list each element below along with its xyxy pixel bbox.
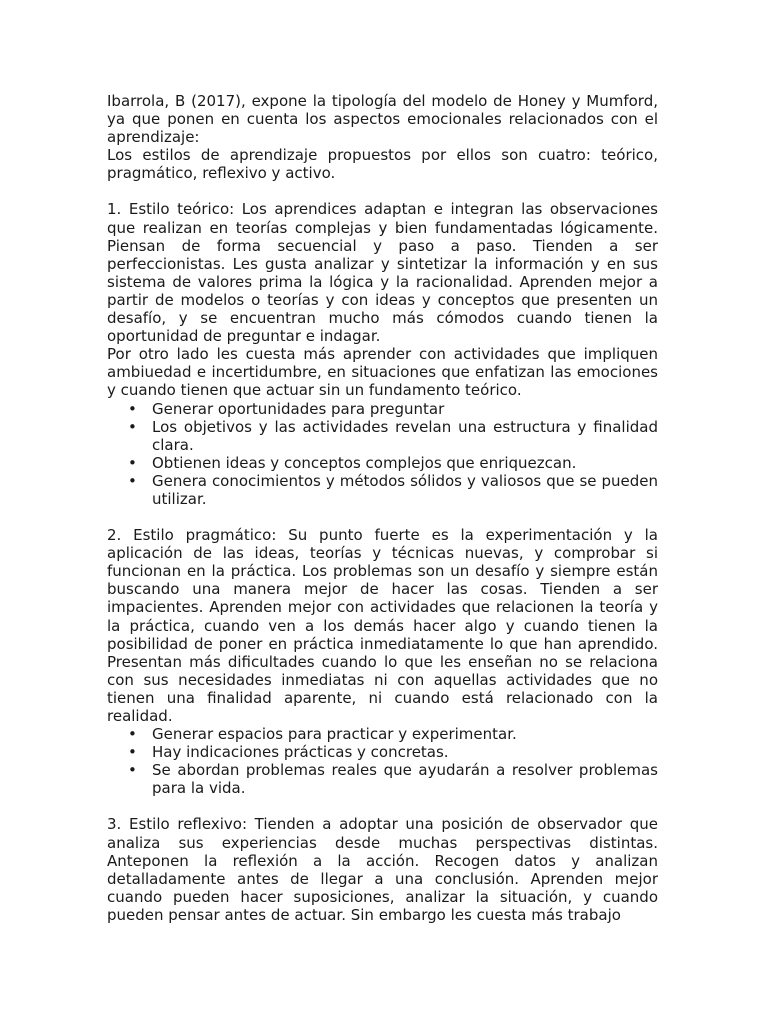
bullet-icon: • bbox=[128, 743, 137, 762]
list-item bbox=[107, 725, 658, 743]
section-theoretical-paragraph: 1. Estilo teórico: Los aprendices adaptan e integran las observaciones que realizan en teorías complejas y bien fundamentadas lógicamente. Piensan de forma secuencial y paso a paso. Tienden a ser perfeccionistas. Les gusta analizar y sintetizar la información y en sus sistema de valores prima la lógica y la racionalidad. Aprenden mejor a partir de modelos o teorías y con ideas y conceptos que presenten un desafío, y se encuentran mucho más cómodos cuando tienen la oportunidad de preguntar e indagar. bbox=[107, 200, 658, 346]
pragmatic-bullet-list bbox=[107, 725, 658, 797]
list-item bbox=[107, 472, 658, 508]
list-item-text: Genera conocimientos y métodos sólidos y valiosos que se pueden utilizar. bbox=[152, 471, 658, 508]
list-item-text: Obtienen ideas y conceptos complejos que enriquezcan. bbox=[152, 453, 577, 472]
list-item-text: Generar oportunidades para preguntar bbox=[152, 399, 445, 418]
bullet-icon: • bbox=[128, 725, 137, 744]
intro-paragraph-citation: Ibarrola, B (2017), expone la tipología del modelo de Honey y Mumford, ya que ponen en cuenta los aspectos emocionales relacionados con el aprendizaje: bbox=[107, 92, 658, 147]
bullet-icon: • bbox=[128, 453, 137, 472]
list-item-text: Generar espacios para practicar y experimentar. bbox=[152, 725, 517, 744]
section-reflective-paragraph: 3. Estilo reflexivo: Tienden a adoptar una posición de observador que analiza sus experiencias desde muchas perspectivas distintas. Anteponen la reflexión a la acción. Recogen datos y analizan detalladamente antes de llegar a una conclusión. Aprenden mejor cuando pueden hacer suposiciones, analizar la situación, y cuando pueden pensar antes de actuar. Sin embargo les cuesta más trabajo bbox=[107, 815, 658, 924]
list-item-text: Hay indicaciones prácticas y concretas. bbox=[152, 743, 449, 762]
paragraph-gap bbox=[107, 182, 658, 200]
list-item bbox=[107, 761, 658, 797]
list-item-text: Se abordan problemas reales que ayudarán a resolver problemas para la vida. bbox=[152, 761, 658, 798]
bullet-icon: • bbox=[128, 761, 137, 780]
theoretical-bullet-list bbox=[107, 400, 658, 509]
list-item bbox=[107, 454, 658, 472]
list-item bbox=[107, 743, 658, 761]
bullet-icon: • bbox=[128, 471, 137, 490]
intro-paragraph-styles: Los estilos de aprendizaje propuestos por ellos son cuatro: teórico, pragmático, reflexivo y activo. bbox=[107, 146, 658, 183]
list-item bbox=[107, 400, 658, 418]
bullet-icon: • bbox=[128, 417, 137, 436]
paragraph-gap bbox=[107, 797, 658, 815]
section-theoretical-paragraph-2: Por otro lado les cuesta más aprender con actividades que impliquen ambiuedad e incertidumbre, en situaciones que enfatizan las emociones y cuando tienen que actuar sin un fundamento teórico. bbox=[107, 345, 658, 400]
bullet-icon: • bbox=[128, 399, 137, 418]
paragraph-gap bbox=[107, 508, 658, 526]
list-item-text: Los objetivos y las actividades revelan una estructura y finalidad clara. bbox=[152, 417, 658, 454]
list-item bbox=[107, 418, 658, 454]
section-pragmatic-paragraph: 2. Estilo pragmático: Su punto fuerte es la experimentación y la aplicación de las ideas, teorías y técnicas nuevas, y comprobar si funcionan en la práctica. Los problemas son un desafío y siempre están buscando una manera mejor de hacer las cosas. Tienden a ser impacientes. Aprenden mejor con actividades que relacionen la teoría y la práctica, cuando ven a los demás hacer algo y cuando tienen la posibilidad de poner en práctica inmediatamente lo que han aprendido. Presentan más dificultades cuando lo que les enseñan no se relaciona con sus necesidades inmediatas ni con aquellas actividades que no tienen una finalidad aparente, ni cuando está relacionado con la realidad. bbox=[107, 526, 658, 725]
